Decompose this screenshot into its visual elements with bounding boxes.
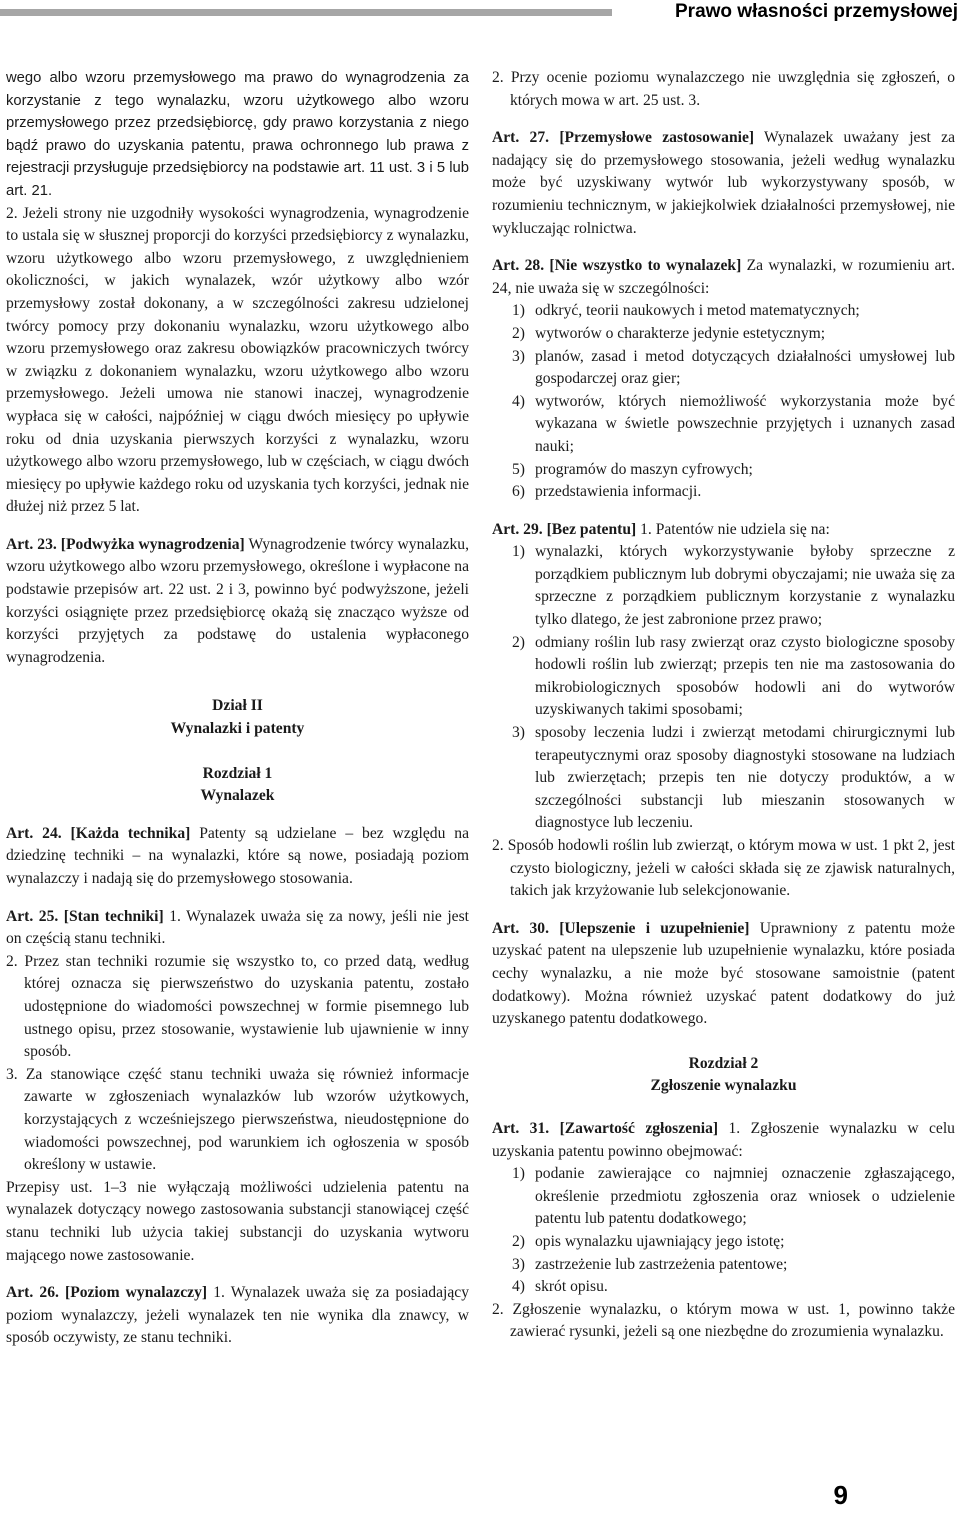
- art25: [6, 906, 469, 951]
- list-item: 1) odkryć, teorii naukowych i metod matematycznych;: [512, 302, 860, 320]
- art30: [492, 918, 955, 1031]
- chapter-number: Rozdział 1: [202, 764, 273, 782]
- art26-text: 1. Wynalazek uważa się za posiadający poziom wynalazczy, jeżeli wynalazek ten nie wynika dla znawcy, w sposób oczywisty, ze stanu techniki.: [6, 1284, 469, 1347]
- list-item: 4) skrót opisu.: [512, 1278, 608, 1296]
- header-rule: [0, 9, 612, 16]
- list-item: 5) programów do maszyn cyfrowych;: [512, 460, 753, 478]
- art26-heading: Art. 26. [Poziom wynalazczy]: [6, 1284, 208, 1302]
- division-number: Dział II: [212, 697, 263, 715]
- division-title: Wynalazki i patenty: [170, 720, 305, 738]
- art28-text: Za wynalazki, w rozumieniu art. 24, nie uważa się w szczególności:: [492, 257, 955, 297]
- art23: [6, 534, 469, 670]
- list-item: 6) przedstawienia informacji.: [512, 483, 702, 501]
- art24-heading: Art. 24. [Każda technika]: [6, 824, 191, 842]
- art24-text: Patenty są udzielane – bez względu na dziedzinę techniki – na wynalazki, które są nowe, posiadają poziom wynalazczy i nadają się do przemysłowego stosowania.: [6, 824, 469, 887]
- right-column: [492, 67, 955, 1344]
- list-item: 2) opis wynalazku ujawniający jego istotę;: [512, 1232, 785, 1250]
- art23-text: Wynagrodzenie twórcy wynalazku, wzoru użytkowego albo wzoru przemysłowego, określone i wypłacone na podstawie przepisów art. 22 ust. 2 i 3, powinno być podwyższone, jeżeli korzyści osiągnięte przez przedsiębiorcę okażą się znacząco wyższe od korzyści przyjętych za podstawę do ustalenia wypłaconego wynagrodzenia.: [6, 535, 469, 666]
- art24: [6, 823, 469, 891]
- art29-heading: Art. 29. [Bez patentu]: [492, 520, 637, 538]
- art29-text: 1. Patentów nie udziela się na:: [636, 520, 830, 538]
- list-item: 4) wytworów, których niemożliwość wykorzystania może być wykazana w świetle powszechnie przyjętych i uznanych zasad nauki;: [512, 392, 955, 455]
- list-item: 2) wytworów o charakterze jedynie estetycznym;: [512, 324, 826, 342]
- art27-heading: Art. 27. [Przemysłowe zastosowanie]: [492, 129, 755, 147]
- list-item: 3) sposoby leczenia ludzi i zwierząt metodami chirurgicznymi lub terapeutycznymi oraz sposoby diagnostyki stosowane na ludziach lub zwierzętach; przepis ten nie dotyczy produktów, a w szczególności substancji lub mieszanin stosowanych w diagnostyce lub leczeniu.: [512, 724, 955, 832]
- chapter-title: Wynalazek: [200, 787, 275, 805]
- art26: [6, 1282, 469, 1350]
- art30-heading: Art. 30. [Ulepszenie i uzupełnienie]: [492, 919, 750, 937]
- running-header: Prawo własności przemysłowej: [675, 1, 958, 22]
- page-number: 9: [833, 1480, 848, 1510]
- art31-text: 1. Zgłoszenie wynalazku w celu uzyskania patentu powinno obejmować:: [492, 1119, 955, 1160]
- art23-heading: Art. 23. [Podwyżka wynagrodzenia]: [6, 535, 245, 553]
- art29-list: [492, 541, 955, 835]
- list-item: 1) wynalazki, których wykorzystywanie byłoby sprzeczne z porządkiem publicznym lub dobrymi obyczajami; nie uważa się za sprzeczne z porządkiem publicznym korzystanie z wynalazku tylko dlatego, że jest zabronione przez prawo;: [512, 543, 955, 629]
- art31-list: [492, 1163, 955, 1299]
- art27: [492, 127, 955, 240]
- art27-text: Wynalazek uważany jest za nadający się do przemysłowego stosowania, jeżeli według wynalazku może być uzyskiwany wytwór lub wykorzystywany sposób, w rozumieniu technicznym, w jakiejkolwiek działalności przemysłowej, nie wykluczając rolnictwa.: [492, 129, 955, 237]
- art30-text: Uprawniony z patentu może uzyskać patent na ulepszenie lub uzupełnienie wynalazku, które posiada cechy wynalazku, a nie może być stosowane samoistnie (patent dodatkowy). Można również uzyskać patent dodatkowy do już uzyskanego patentu dodatkowego.: [492, 919, 955, 1028]
- list-item: 3) planów, zasad i metod dotyczących działalności umysłowej lub gospodarczej oraz gier;: [512, 347, 955, 388]
- chapter-2-title: Zgłoszenie wynalazku: [650, 1077, 797, 1095]
- art29: [492, 519, 955, 542]
- intro-paragraph: wego albo wzoru przemysłowego ma prawo do wynagrodzenia za korzystanie z tego wynalazku, wzoru użytkowego albo wzoru przemysłowego przez przedsiębiorcę, gdy prawo korzystania z niego bądź prawo do uzyskania patentu, prawa ochronnego lub prawa z rejestracji przysługuje przedsiębiorcy na podstawie art. 11 ust. 3 i 5 lub art. 21.: [6, 70, 469, 199]
- art31: [492, 1118, 955, 1163]
- left-column: [6, 67, 469, 1350]
- list-item: 3) zastrzeżenie lub zastrzeżenia patentowe;: [512, 1255, 788, 1273]
- art28-heading: Art. 28. [Nie wszystko to wynalazek]: [492, 257, 742, 275]
- art29-paragraph-2: 2. Sposób hodowli roślin lub zwierząt, o którym mowa w ust. 1 pkt 2, jest czysto biologiczny, jeżeli w całości składa się ze zjawisk naturalnych, takich jak krzyżowanie lub selekcjonowanie.: [492, 837, 955, 900]
- art25-text: 1. Wynalazek uważa się za nowy, jeśli nie jest on częścią stanu techniki.: [6, 907, 469, 948]
- art31-heading: Art. 31. [Zawartość zgłoszenia]: [492, 1119, 719, 1137]
- art25-paragraph-2: 2. Przez stan techniki rozumie się wszystko to, co przed datą, według której oznacza się pierwszeństwo do uzyskania patentu, zostało udostępnione do wiadomości powszechnej w formie pisemnego lub ustnego opisu, przez stosowanie, wystawienie lub ujawnienie w inny sposób.: [6, 952, 469, 1061]
- art25-heading: Art. 25. [Stan techniki]: [6, 907, 164, 925]
- art25-paragraph-4: Przepisy ust. 1–3 nie wyłączają możliwości udzielenia patentu na wynalazek dotyczący nowego zastosowania substancji stanowiącej część stanu techniki lub użycia takiej substancji do uzyskania wytworu mającego nowe zastosowanie.: [6, 1178, 469, 1264]
- list-item: 1) podanie zawierające co najmniej oznaczenie zgłaszającego, określenie przedmiotu zgłoszenia oraz wniosek o udzielenie patentu lub patentu dodatkowego;: [512, 1165, 955, 1228]
- chapter-2-number: Rozdział 2: [688, 1054, 759, 1072]
- art28: [492, 255, 955, 300]
- art22-paragraph-2: 2. Jeżeli strony nie uzgodniły wysokości wynagrodzenia, wynagrodzenie to ustala się w słusznej proporcji do korzyści przedsiębiorcy z wynalazku, wzoru użytkowego albo wzoru przemysłowego, z uwzględnieniem okoliczności, w jakich wynalazek, wzór użytkowy albo wzór przemysłowy został dokonany, a w szczególności zakresu udzielonej twórcy pomocy przy dokonaniu wynalazku, wzoru użytkowego albo wzoru przemysłowego oraz zakresu obowiązków pracowniczych twórcy w związku z dokonaniem wynalazku, wzoru użytkowego albo wzoru przemysłowego. Jeżeli umowa nie stanowi inaczej, wynagrodzenie wypłaca się w całości, najpóźniej w ciągu dwóch miesięcy po upływie roku od dnia uzyskania pierwszych korzyści z wynalazku, wzoru użytkowego albo wzoru przemysłowego, lub w częściach, w ciągu dwóch miesięcy po upływie każdego roku od uzyskania tych korzyści, jednak nie dłużej niż przez 5 lat.: [6, 204, 469, 516]
- list-item: 2) odmiany roślin lub rasy zwierząt oraz czysto biologiczne sposoby hodowli roślin lub zwierząt; przepis ten nie ma zastosowania do mikrobiologicznych sposobów hodowli ani do wytworów uzyskiwanych takimi sposobami;: [512, 633, 955, 719]
- art31-paragraph-2: 2. Zgłoszenie wynalazku, o którym mowa w ust. 1, powinno także zawierać rysunki, jeżeli są one niezbędne do zrozumienia wynalazku.: [492, 1300, 955, 1341]
- art25-paragraph-3: 3. Za stanowiące część stanu techniki uważa się również informacje zawarte w zgłoszeniach wynalazków lub wzorów użytkowych, korzystających z wcześniejszego pierwszeństwa, nieudostępnione do wiadomości powszechnej, pod warunkiem ich ogłoszenia w sposób określony w ustawie.: [6, 1065, 469, 1174]
- art28-list: [492, 300, 955, 503]
- art26-paragraph-2: 2. Przy ocenie poziomu wynalazczego nie uwzględnia się zgłoszeń, o których mowa w art. 25 ust. 3.: [492, 69, 955, 109]
